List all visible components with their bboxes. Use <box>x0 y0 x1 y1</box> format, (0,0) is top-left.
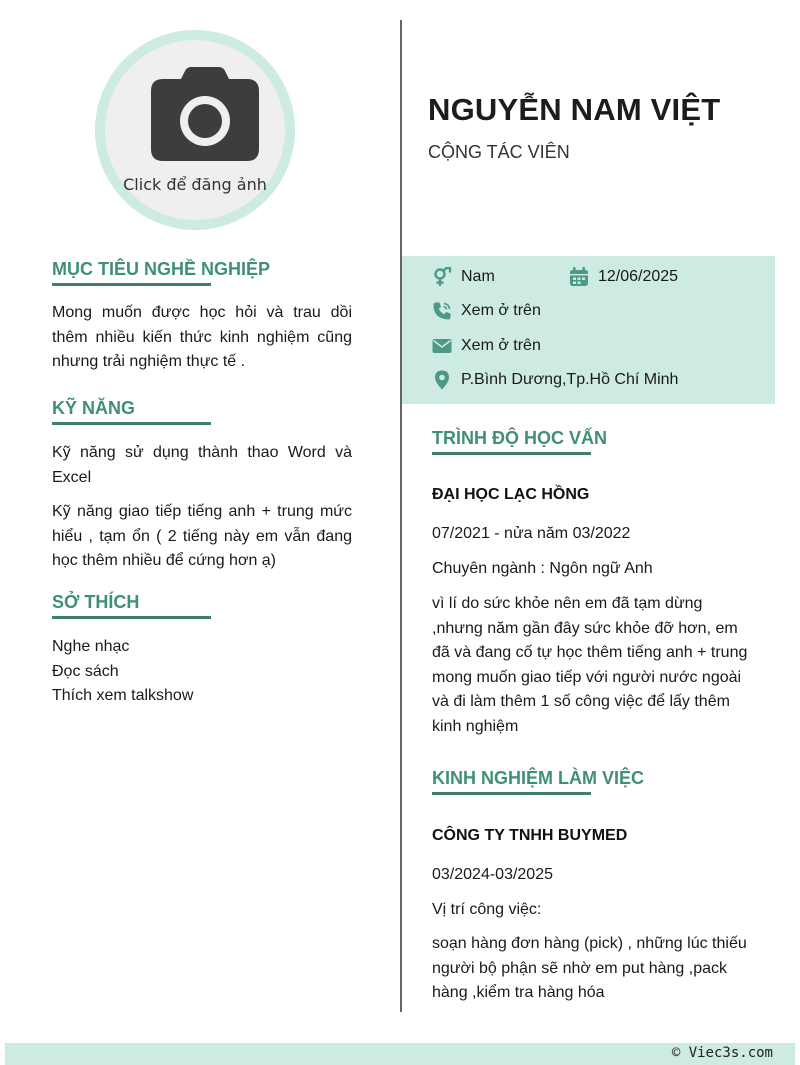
education-major: Chuyên ngành : Ngôn ngữ Anh <box>432 560 653 577</box>
objective-paragraph: Mong muốn được học hỏi và trau dồi thêm nhiều kiến thức kinh nghiệm cũng nhưng trải nghiệm thực tế . <box>52 304 352 370</box>
contact-panel <box>402 256 775 404</box>
skill-item: Kỹ năng giao tiếp tiếng anh + trung mức hiểu , tạm ổn ( 2 tiếng này em vẫn đang học thêm nhiều để cứng hơn ạ) <box>52 503 352 569</box>
location-pin-icon <box>432 370 452 390</box>
hobbies-underline <box>52 616 211 619</box>
education-school: ĐẠI HỌC LẠC HỒNG <box>432 486 590 503</box>
calendar-icon <box>569 267 589 287</box>
candidate-name: NGUYỄN NAM VIỆT <box>428 92 721 127</box>
education-underline <box>432 452 591 455</box>
candidate-role: CỘNG TÁC VIÊN <box>428 142 570 162</box>
experience-title: KINH NGHIỆM LÀM VIỆC <box>432 768 645 788</box>
birthday-value: 12/06/2025 <box>598 268 679 285</box>
address-value: P.Bình Dương,Tp.Hồ Chí Minh <box>461 371 679 388</box>
birthday-row <box>569 267 678 287</box>
skills-underline <box>52 422 211 425</box>
hobby-item: Đọc sách <box>52 662 119 680</box>
skill-item: Kỹ năng sử dụng thành thao Word và Excel <box>52 444 352 486</box>
experience-period: 03/2024-03/2025 <box>432 866 553 883</box>
experience-company: CÔNG TY TNHH BUYMED <box>432 827 628 844</box>
phone-value: Xem ở trên <box>461 302 541 319</box>
phone-icon <box>432 301 452 321</box>
hobby-item: Nghe nhạc <box>52 638 130 655</box>
experience-underline <box>432 792 591 795</box>
education-description: vì lí do sức khỏe nên em đã tạm dừng ,nhưng năm gần đây sức khỏe đỡ hơn, em đã và đang cố tự học thêm tiếng anh + trung mong muốn giao tiếp với người nước ngoài và đi làm thêm 1 số công việc để lấy thêm kinh nghiệm <box>432 595 748 735</box>
experience-position: Vị trí công việc: <box>432 901 542 918</box>
avatar-upload[interactable] <box>95 30 295 230</box>
skills-list <box>52 441 352 584</box>
skills-title: KỸ NĂNG <box>52 398 136 418</box>
gender-icon <box>432 267 452 287</box>
email-row <box>432 336 541 356</box>
education-period: 07/2021 - nửa năm 03/2022 <box>432 525 631 542</box>
footer-bar <box>5 1043 795 1065</box>
experience-description: soạn hàng đơn hàng (pick) , những lúc thiếu người bộ phận sẽ nhờ em put hàng ,pack hàng ,kiểm tra hàng hóa <box>432 935 747 1001</box>
email-value: Xem ở trên <box>461 337 541 354</box>
footer-credit: © Viec3s.com <box>671 1045 773 1061</box>
column-divider <box>400 20 402 1012</box>
objective-text <box>52 301 352 385</box>
hobby-item: Thích xem talkshow <box>52 687 194 704</box>
phone-row <box>432 301 541 321</box>
avatar-placeholder[interactable] <box>105 40 285 220</box>
objective-title: MỤC TIÊU NGHỀ NGHIỆP <box>52 259 271 279</box>
hobbies-title: SỞ THÍCH <box>52 592 140 612</box>
hobbies-list <box>52 635 193 709</box>
gender-row <box>432 267 495 287</box>
email-icon <box>432 336 452 356</box>
education-title: TRÌNH ĐỘ HỌC VẤN <box>432 428 607 448</box>
avatar-caption: Click để đăng ảnh <box>123 175 267 194</box>
address-row <box>432 370 678 390</box>
gender-value: Nam <box>461 268 495 285</box>
objective-underline <box>52 283 211 286</box>
camera-icon <box>151 67 259 161</box>
